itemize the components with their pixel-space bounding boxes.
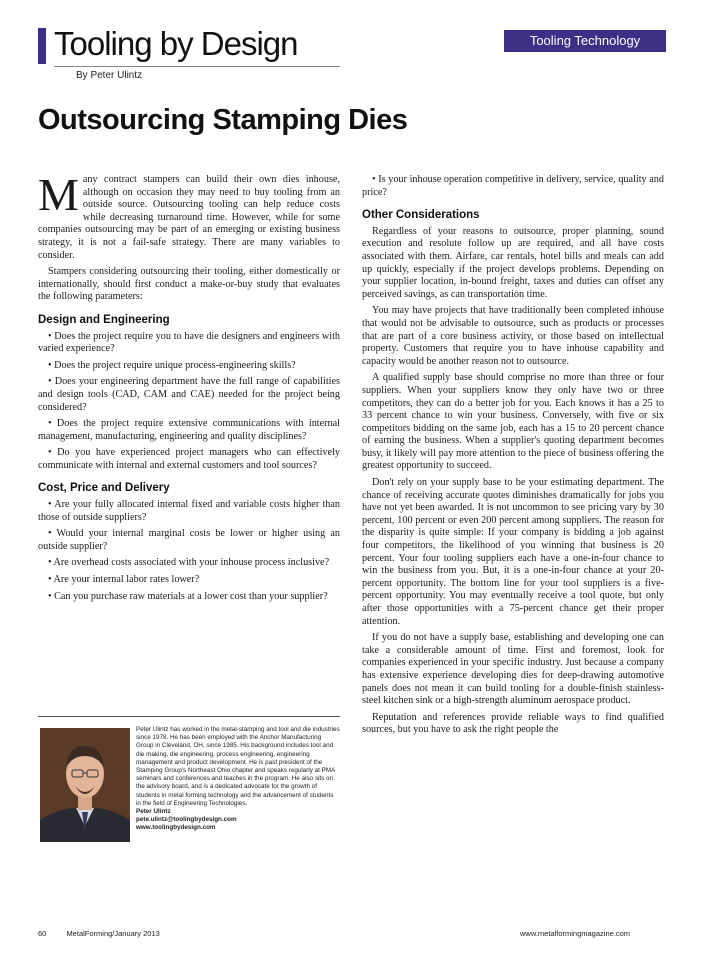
- author-contact-name: Peter Ulintz: [136, 808, 171, 816]
- author-contact-website[interactable]: www.toolingbydesign.com: [136, 824, 216, 832]
- section-heading-cost: Cost, Price and Delivery: [38, 482, 170, 495]
- page-number: 60: [38, 929, 47, 938]
- list-item: • Can you purchase raw materials at a lower cost than your supplier?: [48, 590, 328, 602]
- list-item: • Does the project require unique process-engineering skills?: [48, 359, 296, 371]
- footer-website[interactable]: www.metalformingmagazine.com: [520, 929, 631, 938]
- footer-left: [38, 929, 160, 938]
- body-paragraph: Regardless of your reasons to outsource, proper planning, sound execution and resolute follow up are required, and all have costs associated with them. Airfare, car rentals, hotel bills and meals can add up quickly, especially if the project develops problems. Depending on your supplier location, in-bound freight, taxes and duties can offset any perceived savings, as can transportation time.: [362, 225, 664, 300]
- column-accent-bar: [38, 28, 46, 64]
- list-item: • Are your fully allocated internal fixed and variable costs higher than those of outside suppliers?: [38, 499, 340, 523]
- author-bio: [136, 726, 340, 833]
- list-item: • Do you have experienced project managers who can effectively communicate with internal and external customers and tool sources?: [38, 447, 340, 471]
- list-item: • Is your inhouse operation competitive in delivery, service, quality and price?: [362, 174, 664, 198]
- article-column-left: [38, 169, 340, 607]
- bio-divider: [38, 716, 340, 717]
- body-paragraph: You may have projects that have traditionally been completed inhouse that would not be advisable to outsource, such as products or processes that are part of a core business activity, or those based on intellectual property. Customers that require you to have inhouse capability and capacity would be another reason not to outsource.: [362, 305, 664, 367]
- section-heading-other: Other Considerations: [362, 209, 480, 222]
- publication-issue: MetalForming/January 2013: [66, 929, 160, 938]
- section-heading-design: Design and Engineering: [38, 313, 170, 326]
- author-contact-email[interactable]: pete.ulintz@toolingbydesign.com: [136, 816, 237, 824]
- list-item: • Would your internal marginal costs be lower or higher using an outside supplier?: [38, 528, 340, 552]
- column-title-rule: [54, 66, 340, 67]
- intro-paragraph: Many contract stampers can build their own dies inhouse, although on occasion they may need to buy tooling from an outside source. Outsourcing tooling can help reduce costs while decreasing turnaround time. However, while for some companies outsourcing may be part of an emerging or existing business strategy, it is not a fail-safe strategy. There are many variables to consider.: [38, 169, 340, 261]
- column-title: Tooling by Design: [54, 25, 298, 62]
- section-tag: Tooling Technology: [504, 30, 666, 52]
- author-photo: [40, 728, 130, 842]
- author-bio-text: Peter Ulintz has worked in the metal-stamping and tool and die industries since 1978. He has been employed with the Anchor Manufacturing Group in Cleveland, OH, since 1985. His background includes tool and die making, die engineering, process engineering, engineering management and product development. He is past president of the Stamping Group's Northeast Ohio chapter and speaks regularly at PMA seminars and conferences and teaches in the program. He also sits on the advisory board, and is a dedicated advocate for the growth of students in metal forming technology and the advancement of students in the field of Engineering Technologies.: [136, 726, 340, 807]
- article-column-right: [362, 174, 664, 741]
- body-paragraph: Reputation and references provide reliable ways to find qualified sources, but you have to ask the right people the: [362, 711, 664, 736]
- article-headline: Outsourcing Stamping Dies: [38, 104, 408, 136]
- list-item: • Are overhead costs associated with your inhouse process inclusive?: [48, 557, 330, 569]
- list-item: • Does your engineering department have the full range of capabilities and design tools (CAD, CAM and CAE) needed for the project being considered?: [38, 376, 340, 413]
- byline: By Peter Ulintz: [76, 70, 143, 81]
- author-portrait-image: [40, 728, 130, 842]
- body-paragraph: If you do not have a supply base, establishing and developing one can take a considerable amount of time. First and foremost, look for companies experienced in your specific industry. Just because a company has extensive experience developing dies for deep-drawing automotive panels does not mean it can build tooling for a double-finish stainless-steel kitchen sink or a high-strength aluminum aerospace product.: [362, 632, 664, 707]
- list-item: • Does the project require extensive communications with internal management, manufacturing, engineering and quality disciplines?: [38, 418, 340, 442]
- list-item: • Does the project require you to have die designers and engineers with varied experience?: [38, 330, 340, 355]
- intro-paragraph-2: Stampers considering outsourcing their tooling, either domestically or internationally, should first conduct a make-or-buy study that evaluates the following parameters:: [38, 266, 340, 303]
- body-paragraph: Don't rely on your supply base to be your estimating department. The chance of receiving accurate quotes diminishes dramatically for jobs you have not yet been awarded. It is not uncommon to see pricing vary by 30 percent, 100 percent or even 200 percent among suppliers. The reason for the disparity is quite simple: If your company is bidding a job against four competitors, the likelihood of you winning that business is 20 percent. Your four tooling suppliers each have a one-in-four chance to win the business from you. But, it is a one-in-four chance at your 20-percent opportunity. The bottom line for your tool suppliers is a five-percent opportunity. You may eventually receive a tool quote, but only after those opportunities with a 75-percent chance get their proper attention.: [362, 477, 664, 627]
- body-paragraph: A qualified supply base should comprise no more than three or four suppliers. When your suppliers know they only have two or three competitors, they can do a better job for you. Each knows it has a 25 to 33 percent chance to win your business. Conversely, with five or six competitors bidding on the same job, each has a 15 to 20 percent chance of earning the business. When a supplier's quoting department becomes busy, it likely will pay more attention to the piece of business offering the greatest opportunity to succeed.: [362, 372, 664, 472]
- list-item: • Are your internal labor rates lower?: [48, 574, 200, 586]
- drop-cap: M: [38, 169, 79, 220]
